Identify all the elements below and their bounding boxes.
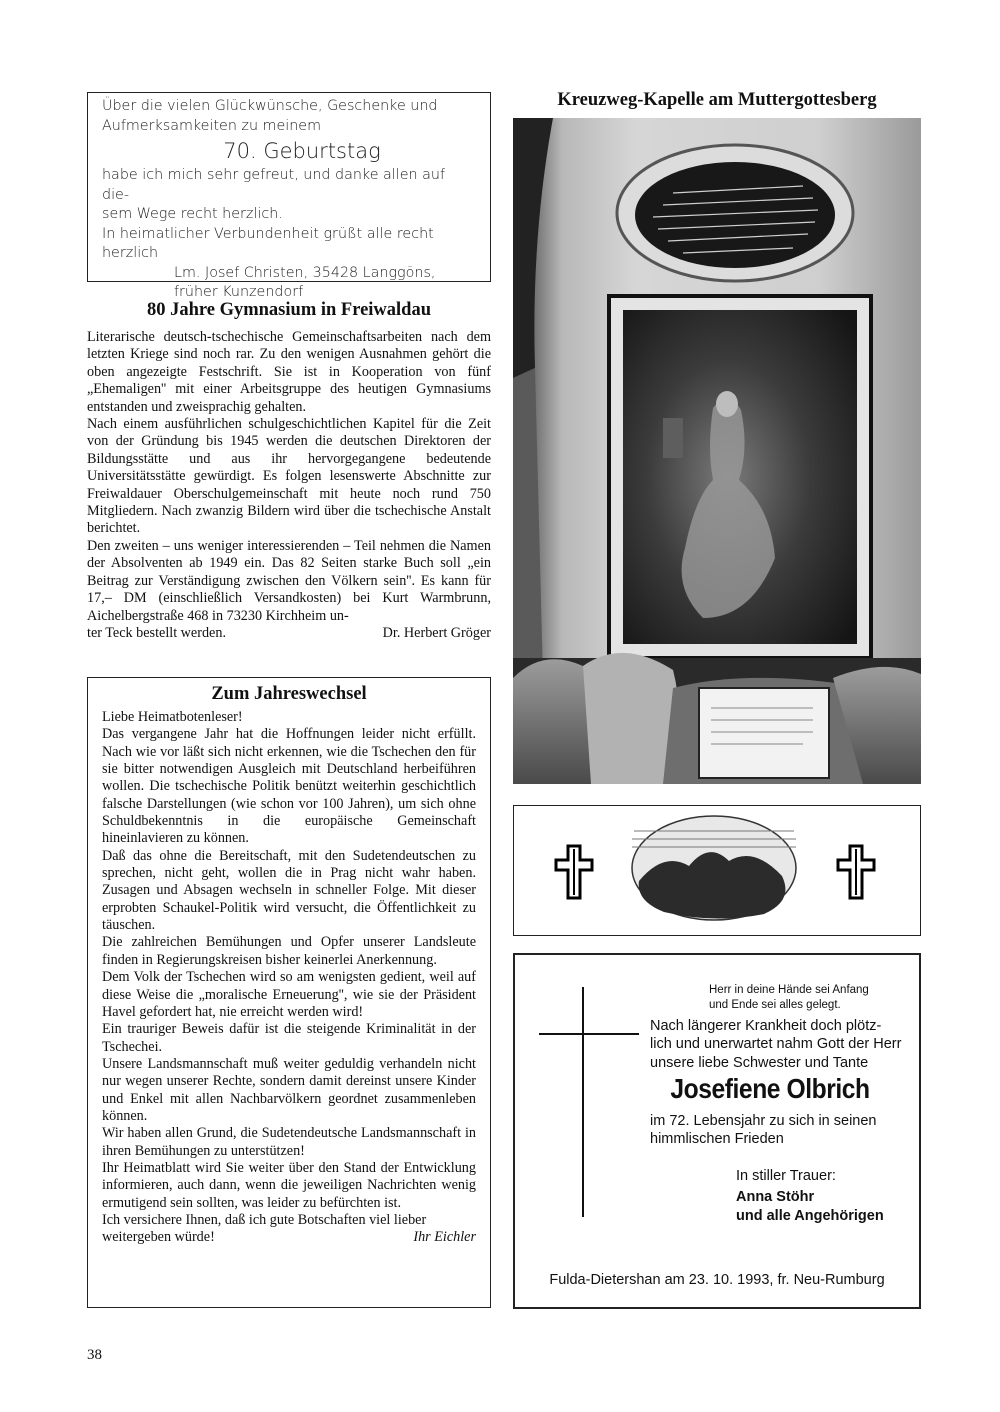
greeting-line: herzlich: [102, 245, 159, 261]
chapel-photo: [513, 118, 921, 784]
obituary-place-date: Fulda-Dietershan am 23. 10. 1993, fr. Neu-Rumburg: [549, 1272, 885, 1288]
forest-engraving-image: [632, 816, 796, 920]
jahreswechsel-box: [87, 677, 491, 1308]
cross-icon: [556, 846, 592, 898]
article-paragraph: Literarische deutsch-tschechische Gemeinschaftsarbeiten nach dem letzten Kriege sind noch rar. Zu den wenigen Ausnahmen gehört die oben angezeigte Festschrift. Sie ist in Kooperation von fünf „Ehemaligen'' mit einer Arbeitsgruppe des heutigen Gymnasiums entstanden und zweisprachig gehalten.: [87, 329, 491, 415]
cross-emblem-box: [513, 805, 921, 936]
article-author: Ihr Eichler: [413, 1229, 476, 1246]
mourner-name: Anna Stöhr: [736, 1189, 815, 1205]
article-paragraph: Unsere Landsmannschaft muß weiter geduldig verhandeln nicht nur wegen unserer Rechte, sondern damit dereinst unsere Kinder und Enkel mit allen Nachbarvölkern geordnet zusammenleben können.: [102, 1055, 476, 1124]
mourner-name: und alle Angehörigen: [736, 1208, 884, 1224]
article-paragraph: Den zweiten – uns weniger interessierenden – Teil nehmen die Namen der Absolventen ab 1949 ein. Das 82 Seiten starke Buch soll „ein Beitrag zur Verständigung zwischen den Völkern sein''. Es kann für 17,– DM (einschließlich Versandkosten) bei Kurt Warmbrunn, Aichelbergstraße 468 in 73230 Kirchheim un-: [87, 537, 491, 624]
article-paragraph: Ich versichere Ihnen, daß ich gute Botschaften viel lieber: [102, 1211, 427, 1228]
motto-line: und Ende sei alles gelegt.: [709, 999, 841, 1011]
greeting-line: habe ich mich sehr gefreut, und danke allen auf die-: [102, 167, 446, 203]
obituary-intro: [650, 1017, 901, 1072]
motto-line: Herr in deine Hände sei Anfang: [709, 984, 869, 996]
article-paragraph: Die zahlreichen Bemühungen und Opfer unserer Landsleute finden in Regierungskreisen bisher keinerlei Anerkennung.: [102, 934, 476, 968]
greeting-signature: Lm. Josef Christen, 35428 Langgöns,: [174, 264, 436, 281]
mourners: [736, 1188, 884, 1226]
jahreswechsel-body: [102, 709, 476, 1247]
photo-title: Kreuzweg-Kapelle am Muttergottesberg: [557, 90, 877, 110]
chapel-photo-image: [513, 118, 921, 784]
greeting-occasion: 70. Geburtstag: [223, 139, 381, 163]
jahreswechsel-title: Zum Jahreswechsel: [211, 684, 367, 704]
cross-icon: [539, 987, 639, 1217]
page-number: 38: [87, 1347, 102, 1363]
life-line: im 72. Lebensjahr zu sich in seinen: [650, 1113, 877, 1129]
article-closing-line: [102, 1229, 476, 1246]
article-last-line: ter Teck bestellt werden.: [87, 624, 226, 641]
obituary-life: [650, 1112, 877, 1149]
article-paragraph: Nach einem ausführlichen schulgeschichtlichen Kapitel für die Zeit von der Gründung bis 1945 werden die deutschen Direktoren der Bildungsstätte und aus ihr hervorgegangene bedeutende Universitätsstätte gewürdigt. Es folgen lesenswerte Abschnitte zur Freiwaldauer Oberschulgemeinschaft mit heute noch rund 750 Mitgliedern. Nach zwanzig Bildern wird über die tschechische Anstalt berichtet.: [87, 416, 491, 537]
article-paragraph: Das vergangene Jahr hat die Hoffnungen leider nicht erfüllt. Nach wie vor läßt sich nicht erkennen, wie die Tschechen den für sie bitter notwendigen Ausgleich mit Deutschland herbeiführen wollen. Die tschechische Politik benützt weiterhin geschichtlich falsche Darstellungen (wie schon vor 100 Jahren), um sich ohne Schuldbekenntnis in die europäische Gemeinschaft hineinlavieren zu können.: [102, 726, 476, 847]
intro-line: lich und unerwartet nahm Gott der Herr: [650, 1036, 902, 1053]
article-paragraph: Dem Volk der Tschechen wird so am wenigsten gedient, weil auf diese Weise die „moralische Erneuerung'', wie sie der Präsident Havel gefordert hat, nie erreicht werden wird!: [102, 969, 476, 1020]
salutation: Liebe Heimatbotenleser!: [102, 709, 243, 725]
intro-line: unsere liebe Schwester und Tante: [650, 1054, 869, 1071]
life-line: himmlischen Frieden: [650, 1131, 784, 1148]
article-paragraph: Wir haben allen Grund, die Sudetendeutsche Landsmannschaft in ihren Bemühungen zu unterstützen!: [102, 1125, 476, 1159]
cross-emblem-graphic: [514, 806, 919, 934]
greeting-line: Über die vielen Glückwünsche, Geschenke und: [102, 98, 438, 114]
article-author: Dr. Herbert Gröger: [382, 624, 491, 641]
greeting-line: In heimatlicher Verbundenheit grüßt alle recht: [102, 225, 434, 242]
article-paragraph: Ein trauriger Beweis dafür ist die steigende Kriminalität in der Tschechei.: [102, 1021, 476, 1055]
obituary-motto: [709, 983, 869, 1013]
obituary-notice: [513, 953, 921, 1309]
gymnasium-article-body: [87, 329, 491, 642]
article-paragraph: Ihr Heimatblatt wird Sie weiter über den Stand der Entwicklung informieren, auch dann, wenn die jeweiligen Nachrichten wenig ermutigend sein sollten, was leider zu befürchten ist.: [102, 1159, 476, 1211]
cross-icon: [838, 846, 874, 898]
article-paragraph: Daß das ohne die Bereitschaft, mit den Sudetendeutschen zu sprechen, nicht geht, wollen die in Prag nicht wahr haben. Zusagen und Absagen wechseln in schneller Folge. Mit dieser erprobten Schaukel-Politik wird versucht, die Öffentlichkeit zu täuschen.: [102, 847, 476, 934]
intro-line: Nach längerer Krankheit doch plötz-: [650, 1018, 882, 1034]
article-last-line: weitergeben würde!: [102, 1229, 215, 1246]
gymnasium-article-title: 80 Jahre Gymnasium in Freiwaldau: [146, 300, 432, 320]
greeting-signature: früher Kunzendorf: [174, 284, 304, 300]
greeting-line: Aufmerksamkeiten zu meinem: [102, 117, 322, 134]
mourning-label: In stiller Trauer:: [736, 1168, 836, 1184]
greeting-box: [87, 92, 491, 300]
article-closing-line: [87, 625, 491, 642]
deceased-name: Josefiene Olbrich: [670, 1073, 870, 1104]
greeting-line: sem Wege recht herzlich.: [102, 206, 283, 222]
